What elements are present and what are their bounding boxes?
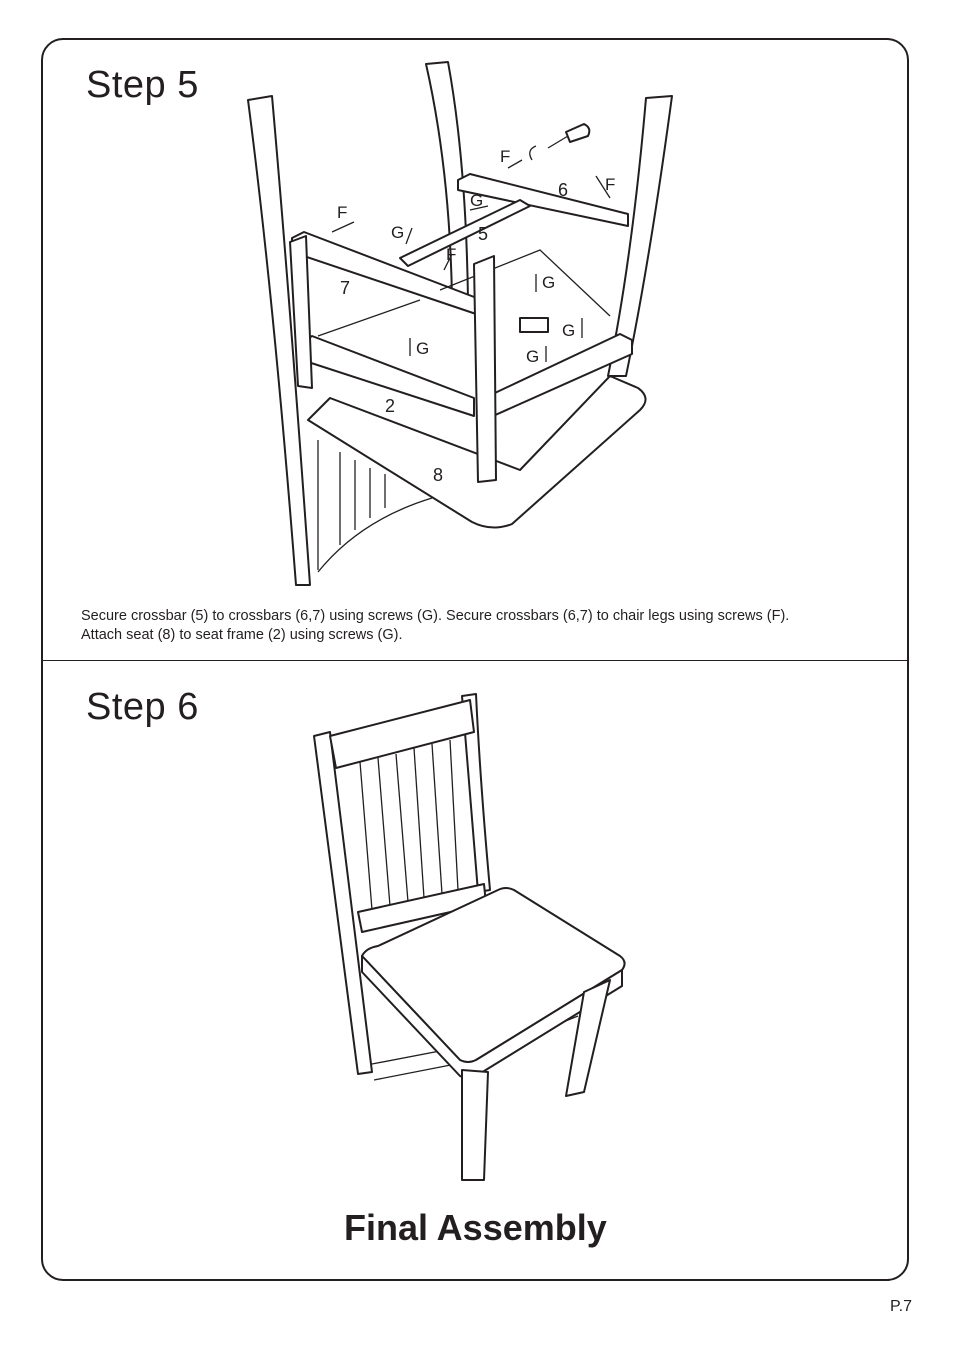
label-part-5: 5 (478, 224, 489, 244)
step5-diagram (0, 0, 954, 660)
front-leg-center (474, 256, 496, 482)
label-part-7: 7 (340, 278, 351, 298)
label-screw-g-3: G (542, 273, 556, 292)
page-number: P.7 (890, 1298, 912, 1315)
leg-right (608, 96, 672, 376)
label-part-2: 2 (385, 396, 396, 416)
final-assembly-caption: Final Assembly (344, 1207, 607, 1248)
label-screw-f-4: F (446, 245, 457, 264)
label-part-6: 6 (558, 180, 569, 200)
step5-instructions (81, 607, 901, 645)
label-screw-f-3: F (337, 203, 348, 222)
label-screw-g-6: G (526, 347, 540, 366)
label-screw-f-2: F (605, 175, 616, 194)
corner-block (520, 318, 548, 332)
label-part-8: 8 (433, 465, 444, 485)
label-screw-f-1: F (500, 147, 511, 166)
screwdriver-icon (530, 124, 590, 160)
label-screw-g-1: G (470, 191, 484, 210)
label-screw-g-2: G (391, 223, 405, 242)
step-divider (41, 660, 909, 661)
label-screw-g-4: G (562, 321, 576, 340)
instructions-line-2: Attach seat (8) to seat frame (2) using screws (G). (81, 627, 403, 643)
label-screw-g-5: G (416, 339, 430, 358)
instructions-line-1: Secure crossbar (5) to crossbars (6,7) using screws (G). Secure crossbars (6,7) to chair legs using screws (F). (81, 608, 790, 624)
step6-title: Step 6 (86, 686, 199, 728)
step5-title: Step 5 (86, 64, 199, 106)
